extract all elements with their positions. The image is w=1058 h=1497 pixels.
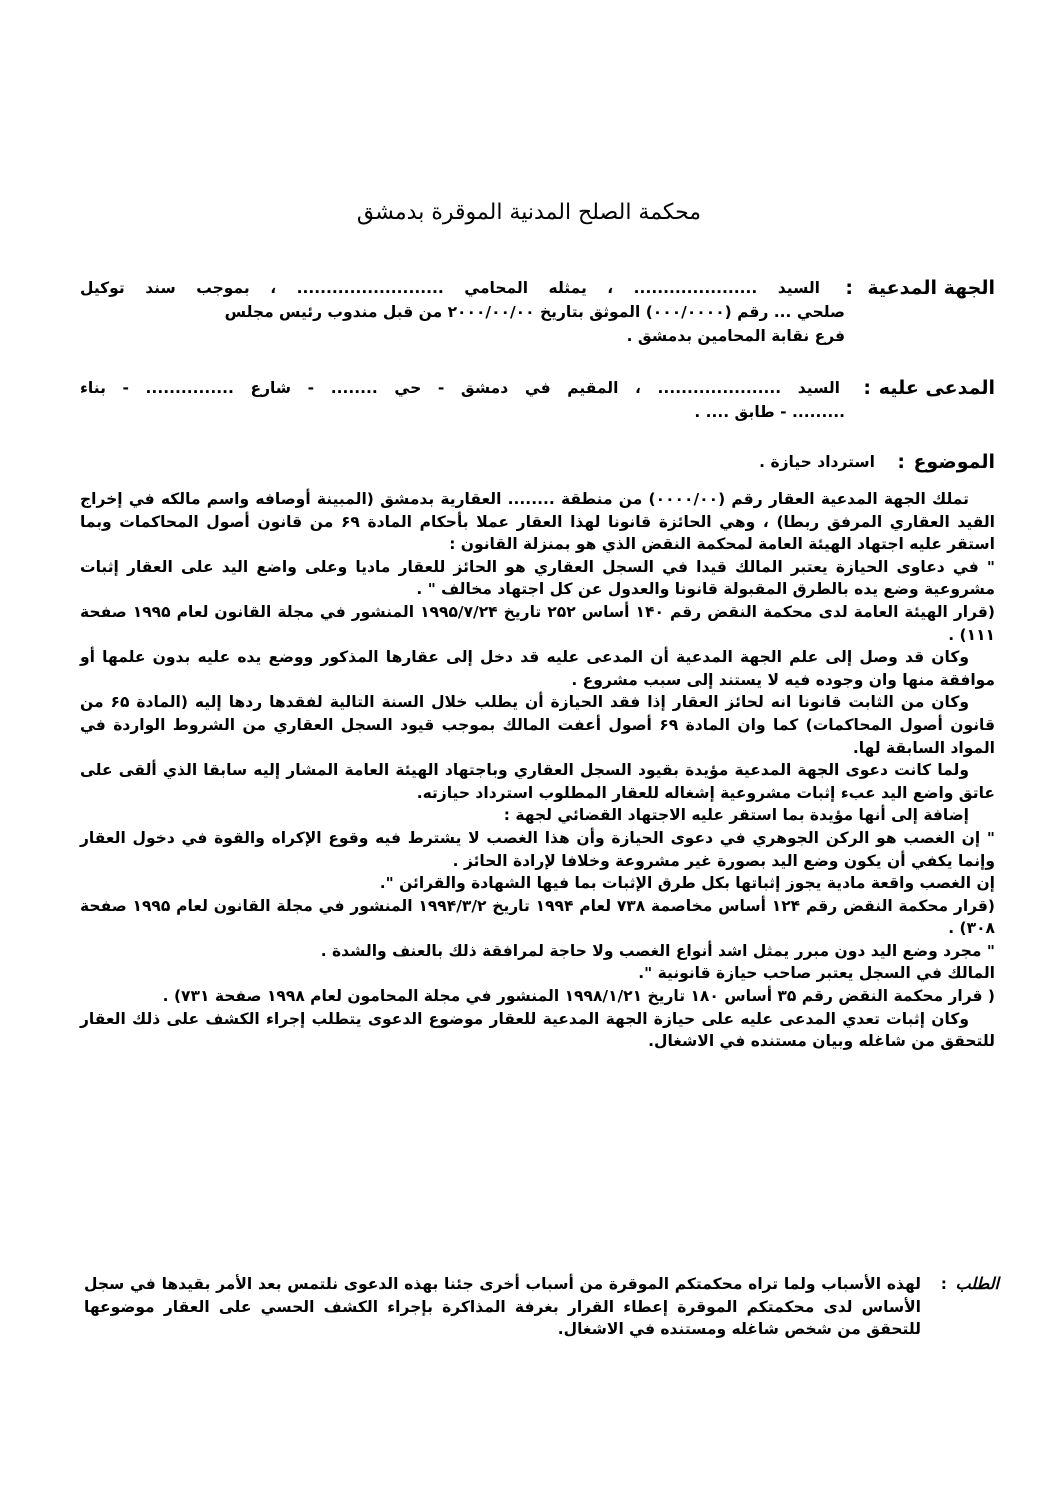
request-label: الطلب	[955, 1274, 999, 1293]
petition-body	[80, 488, 995, 1053]
body-quote: " إن الغصب هو الركن الجوهري في دعوى الحيازة وأن هذا الغصب لا يشترط فيه وقوع الإكراه والقوة في دخول العقار وإنما يكفي أن يكون وضع اليد بصورة غير مشروعة وخلافا لإرادة الحائز .	[80, 828, 995, 870]
defendant-text	[80, 376, 995, 424]
court-title: محكمة الصلح المدنية الموقرة بدمشق	[356, 200, 702, 225]
body-quote: المالك في السجل يعتبر صاحب حيازة قانونية ".	[638, 964, 995, 983]
subject-text: استرداد حيازة .	[759, 453, 875, 471]
request-colon: :	[940, 1275, 947, 1293]
subject-colon: :	[897, 451, 905, 473]
body-paragraph: وكان من الثابت قانونا انه لحائز العقار إذا فقد الحيازة أن يطلب خلال السنة التالية لفقدها ردها إليه (المادة ۶۵ من قانون أصول المحاكمات) كما وان المادة ۶۹ أصول أعفت المالك بموجب قيود السجل العقاري من الشروط الواردة في المواد السابقة لها.	[80, 693, 995, 757]
plaintiff-label: الجهة المدعية	[867, 277, 995, 299]
body-paragraph: وكان قد وصل إلى علم الجهة المدعية أن المدعى عليه قد دخل إلى عقارها المذكور ووضع يده عليه بدون علمها أو موافقة منها وان وجوده فيه لا يستند إلى سبب مشروع .	[80, 648, 995, 689]
body-quote: " في دعاوى الحيازة يعتبر المالك قيدا في السجل العقاري هو الحائز للعقار ماديا وعلى واضع اليد على العقار إثبات مشروعية وضع يده بالطرق المقبولة قانونا والعدول عن كل اجتهاد مخالف " .	[80, 557, 995, 599]
subject-label: الموضوع	[913, 451, 995, 473]
body-citation: ( قرار محكمة النقض رقم ۳۵ أساس ۱۸۰ تاريخ ۱۹۹۸/۱/۲۱ المنشور في مجلة المحامون لعام ۱۹۹۸ صفحة ۷۳۱) .	[162, 987, 995, 1006]
request-paragraph: لهذه الأسباب ولما تراه محكمتكم الموقرة من أسباب أخرى جئنا بهذه الدعوى نلتمس بعد الأمر بقيدها في سجل الأساس لدى محكمتكم الموقرة إعطاء القرار بغرفة المذاكرة بإجراء الكشف الحسي على العقار موضوعها للتحقق من شخص شاغله ومستنده في الاشغال.	[84, 1275, 921, 1339]
plaintiff-text	[80, 276, 995, 348]
body-paragraph: إضافة إلى أنها مؤيدة بما استقر عليه الاجتهاد القضائي لجهة :	[503, 806, 969, 825]
plaintiff-line: فرع نقابة المحامين بدمشق .	[626, 327, 845, 345]
body-citation: (قرار محكمة النقض رقم ۱۲۴ أساس مخاصمة ۷۳۸ لعام ۱۹۹۴ تاريخ ۱۹۹۴/۳/۲ المنشور في مجلة القانون لعام ۱۹۹۵ صفحة ۳۰۸) .	[80, 896, 996, 938]
body-paragraph: تملك الجهة المدعية العقار رقم (۰۰۰۰/۰۰) من منطقة ........ العقارية بدمشق (المبينة أوصافه واسم مالكه في إخراج القيد العقاري المرفق ربطا) ، وهي الحائزة قانونا لهذا العقار عملا بأحكام المادة ۶۹ من قانون أصول المحاكمات وبما استقر عليه اجتهاد الهيئة العامة لمحكمة النقض الذي هو بمنزلة القانون :	[80, 490, 995, 554]
defendant-line: السيد ..................... ، المقيم في دمشق - حي ........ - شارع ............... - بناء	[80, 379, 840, 397]
defendant-section	[80, 376, 995, 434]
plaintiff-colon: :	[845, 277, 853, 299]
defendant-colon: :	[863, 377, 871, 399]
body-quote: " مجرد وضع اليد دون مبرر يمثل اشد أنواع الغصب ولا حاجة لمرافقة ذلك بالعنف والشدة .	[320, 941, 995, 960]
body-paragraph: ولما كانت دعوى الجهة المدعية مؤيدة بقيود السجل العقاري وباجتهاد الهيئة العامة المشار إليه سابقا الذي ألقى على عاتق واضع اليد عبء إثبات مشروعية إشغاله للعقار المطلوب استرداد حيازته.	[80, 761, 995, 802]
plaintiff-line: صلحي ... رقم (۰۰۰/۰۰۰۰) الموثق بتاريخ ۲۰۰۰/۰۰/۰۰ من قبل مندوب رئيس مجلس	[224, 303, 845, 321]
body-citation: (قرار الهيئة العامة لدى محكمة النقض رقم ۱۴۰ أساس ۲۵۲ تاريخ ۱۹۹۵/۷/۲۴ المنشور في مجلة القانون لعام ۱۹۹۵ صفحة ۱۱۱) .	[80, 602, 995, 644]
subject-section	[80, 450, 995, 480]
defendant-label: المدعى عليه	[878, 377, 995, 399]
request-text	[84, 1273, 921, 1341]
body-paragraph: وكان إثبات تعدي المدعى عليه على حيازة الجهة المدعية للعقار موضوع الدعوى يتطلب إجراء الكشف على ذلك العقار للتحقق من شاغله وبيان مستنده في الاشغال.	[80, 1009, 995, 1051]
plaintiff-section	[80, 276, 995, 360]
body-quote: إن الغصب واقعة مادية يجوز إثباتها بكل طرق الإثبات بما فيها الشهادة والقرائن ".	[379, 874, 995, 893]
plaintiff-line: السيد ..................... ، يمثله المحامي ......................... ، بموجب سند توكيل	[80, 279, 820, 297]
defendant-line: ......... - طابق .... .	[694, 403, 845, 421]
request-section	[84, 1273, 999, 1373]
